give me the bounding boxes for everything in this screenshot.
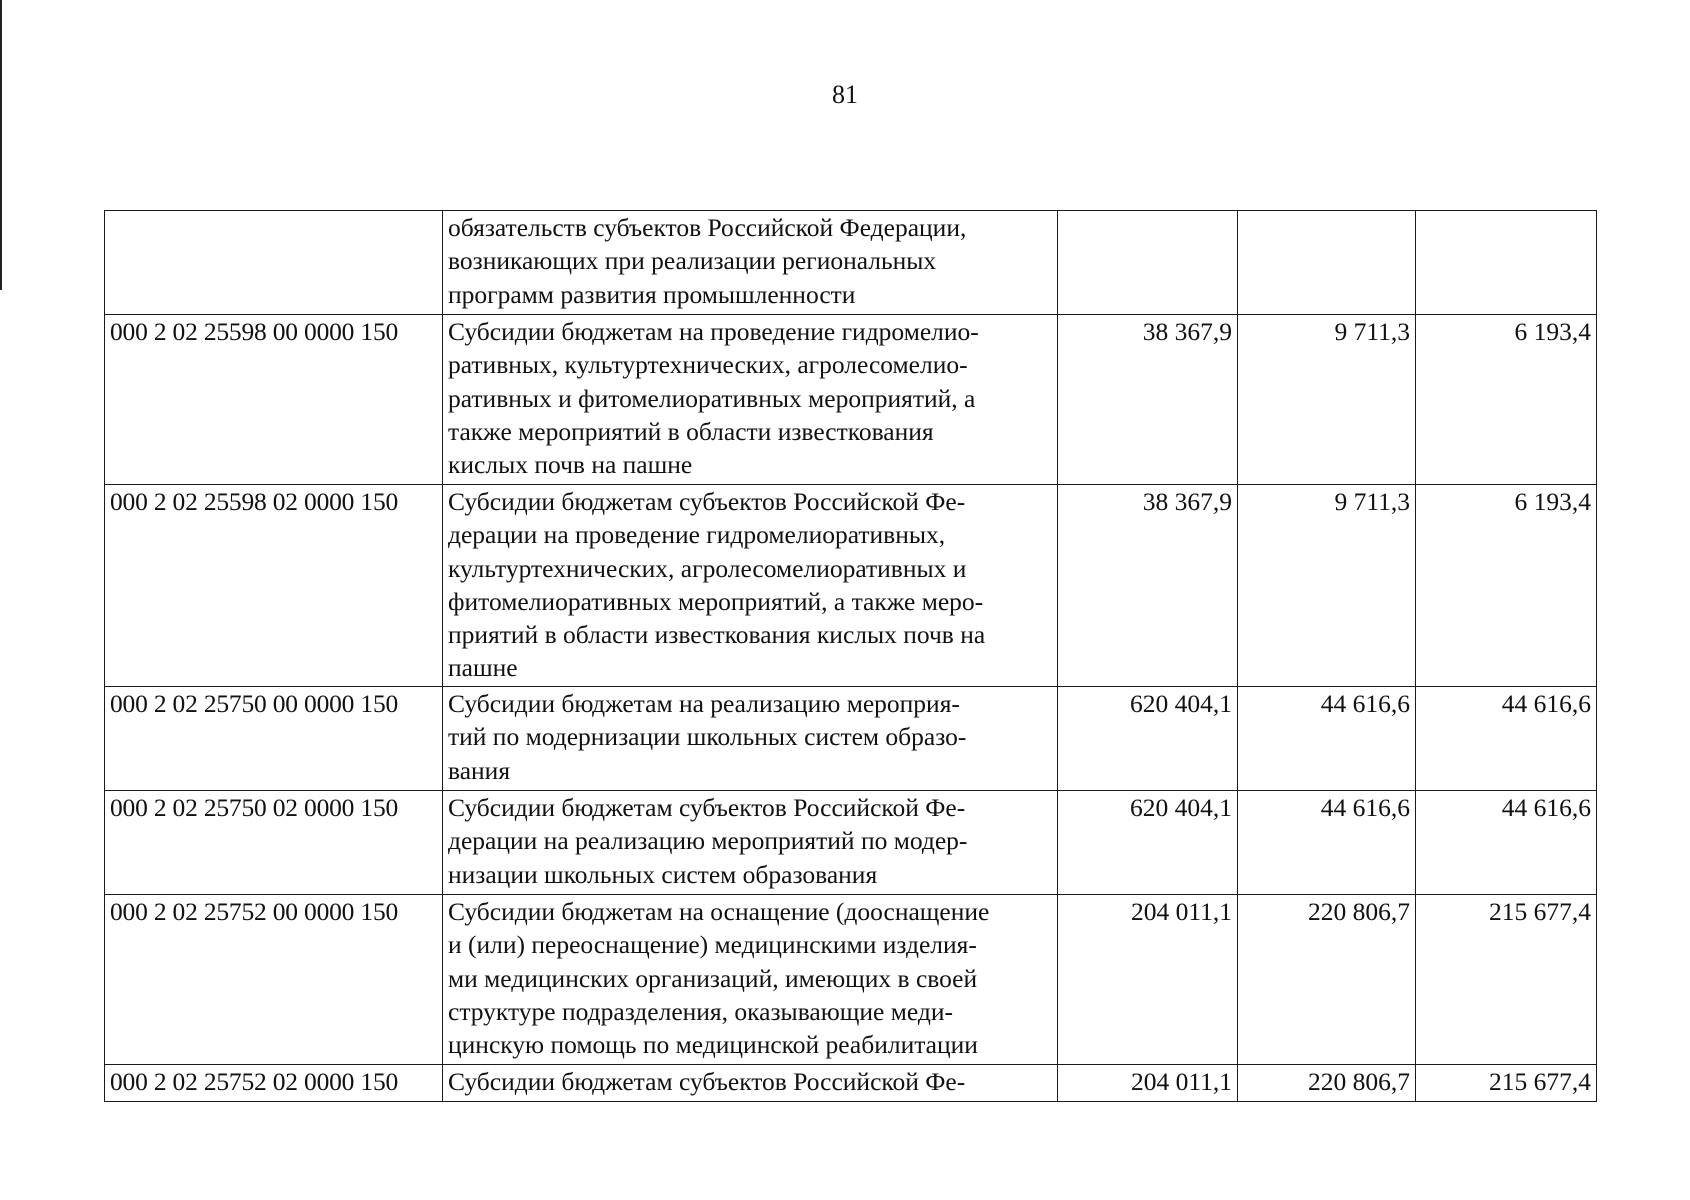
description-line: Субсидии бюджетам субъектов Российской Фе- <box>448 793 966 822</box>
value-cell-1 <box>1058 211 1238 315</box>
budget-code-cell: 000 2 02 25750 02 0000 150 <box>105 791 443 895</box>
value-cell-1: 38 367,9 <box>1058 315 1238 485</box>
budget-code-cell <box>105 211 443 315</box>
description-line: цинскую помощь по медицинской реабилитации <box>448 1030 978 1060</box>
value-cell-3: 215 677,4 <box>1416 1065 1597 1102</box>
description-line: дерации на реализацию мероприятий по модер- <box>448 826 968 856</box>
description-line: приятий в области известкования кислых почв на <box>448 620 986 650</box>
budget-code-cell: 000 2 02 25752 00 0000 150 <box>105 895 443 1065</box>
budget-table <box>104 210 1597 1102</box>
description-line: дерации на проведение гидромелиоративных, <box>448 520 946 550</box>
description-line: Субсидии бюджетам на оснащение (дооснащение <box>448 897 990 926</box>
table-row <box>105 687 1597 791</box>
description-line: структуре подразделения, оказывающие меди- <box>448 996 953 1026</box>
description-line: тий по модернизации школьных систем образо- <box>448 722 967 752</box>
description-line: и (или) переоснащение) медицинскими изделия- <box>448 930 977 960</box>
description-line: ративных и фитомелиоративных мероприятий, а <box>448 383 976 413</box>
description-line: Субсидии бюджетам на реализацию мероприя- <box>448 689 960 718</box>
description-line: Субсидии бюджетам субъектов Российской Фе- <box>448 1067 966 1096</box>
description-line: кислых почв на пашне <box>448 450 693 480</box>
description-line: вания <box>448 755 511 785</box>
budget-table-body <box>105 211 1597 1102</box>
description-line: ративных, культуртехнических, агролесомелио- <box>448 350 968 380</box>
budget-code-cell: 000 2 02 25598 02 0000 150 <box>105 485 443 687</box>
description-cell <box>443 791 1058 895</box>
value-cell-1: 204 011,1 <box>1058 1065 1238 1102</box>
table-row <box>105 211 1597 315</box>
description-cell <box>443 895 1058 1065</box>
description-line: культуртехнических, агролесомелиоративных и <box>448 553 967 583</box>
budget-code-cell: 000 2 02 25598 00 0000 150 <box>105 315 443 485</box>
description-cell <box>443 1065 1058 1102</box>
value-cell-3: 44 616,6 <box>1416 791 1597 895</box>
description-line: программ развития промышленности <box>448 279 856 309</box>
table-row <box>105 315 1597 485</box>
value-cell-2 <box>1238 211 1416 315</box>
table-row <box>105 895 1597 1065</box>
description-line: также мероприятий в области известкования <box>448 416 934 446</box>
value-cell-1: 620 404,1 <box>1058 687 1238 791</box>
description-line: Субсидии бюджетам на проведение гидромелио- <box>448 317 979 346</box>
scan-edge <box>0 0 2 290</box>
value-cell-2: 44 616,6 <box>1238 791 1416 895</box>
description-line: пашне <box>448 653 518 683</box>
table-row <box>105 791 1597 895</box>
value-cell-2: 9 711,3 <box>1238 315 1416 485</box>
value-cell-2: 220 806,7 <box>1238 895 1416 1065</box>
budget-code-cell: 000 2 02 25752 02 0000 150 <box>105 1065 443 1102</box>
description-line: фитомелиоративных мероприятий, а также меро- <box>448 586 984 616</box>
value-cell-2: 220 806,7 <box>1238 1065 1416 1102</box>
description-cell <box>443 315 1058 485</box>
value-cell-2: 44 616,6 <box>1238 687 1416 791</box>
description-line: обязательств субъектов Российской Федерации, <box>448 213 967 242</box>
value-cell-1: 620 404,1 <box>1058 791 1238 895</box>
value-cell-3 <box>1416 211 1597 315</box>
value-cell-3: 6 193,4 <box>1416 485 1597 687</box>
description-line: возникающих при реализации региональных <box>448 246 937 276</box>
value-cell-1: 38 367,9 <box>1058 485 1238 687</box>
budget-code-cell: 000 2 02 25750 00 0000 150 <box>105 687 443 791</box>
description-line: низации школьных систем образования <box>448 859 878 889</box>
value-cell-2: 9 711,3 <box>1238 485 1416 687</box>
description-cell <box>443 687 1058 791</box>
value-cell-3: 44 616,6 <box>1416 687 1597 791</box>
table-row <box>105 485 1597 687</box>
table-row <box>105 1065 1597 1102</box>
description-line: Субсидии бюджетам субъектов Российской Фе- <box>448 487 966 516</box>
description-cell <box>443 211 1058 315</box>
value-cell-3: 6 193,4 <box>1416 315 1597 485</box>
value-cell-1: 204 011,1 <box>1058 895 1238 1065</box>
description-cell <box>443 485 1058 687</box>
page-number: 81 <box>832 80 858 109</box>
value-cell-3: 215 677,4 <box>1416 895 1597 1065</box>
description-line: ми медицинских организаций, имеющих в своей <box>448 963 978 993</box>
